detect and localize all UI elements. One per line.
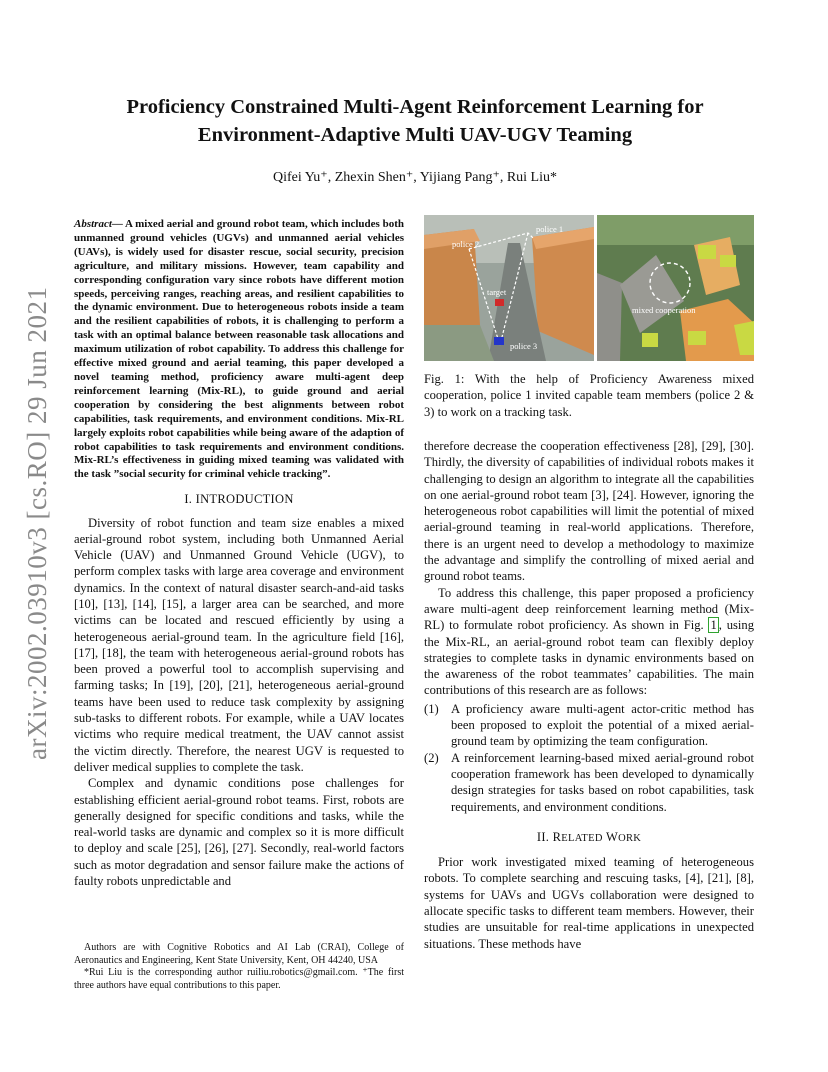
label-target: target xyxy=(487,287,507,297)
heading-part: ELATED xyxy=(561,832,603,844)
label-police-3: police 3 xyxy=(510,341,538,351)
list-item-text: A proficiency aware multi-agent actor-critic method has been proposed to exploit the potential of a mixed aerial-ground team by optimizing the team configuration. xyxy=(451,701,754,749)
footnote xyxy=(74,942,404,992)
title-line-1: Proficiency Constrained Multi-Agent Reinforcement Learning for xyxy=(126,96,704,118)
p2-text-after: , using the Mix-RL, an aerial-ground robot team can flexibly deploy strategies to complete tasks in dynamic environments based on the awareness of the robot teammates’ capabilities. The main contributions of this research are as follows: xyxy=(424,618,754,698)
heading-part: W xyxy=(602,829,619,844)
figure-caption: Fig. 1: With the help of Proficiency Awareness mixed cooperation, police 1 invited capable team members (police 2 & 3) to work on a tracking task. xyxy=(424,372,754,419)
paper-title xyxy=(80,93,750,149)
p2-text-before: To address this challenge, this paper proposed a proficiency aware multi-agent deep reinforcement learning method (Mix-RL) to formulate robot proficiency. As shown in Fig. xyxy=(424,585,754,633)
right-paragraph-2 xyxy=(424,585,754,699)
target-vehicle-icon xyxy=(495,299,504,306)
contribution-list xyxy=(424,701,754,815)
right-column xyxy=(424,438,754,952)
list-item-number: (2) xyxy=(424,750,439,765)
heading-part: ORK xyxy=(618,832,642,844)
abstract xyxy=(74,218,404,482)
list-item xyxy=(424,750,754,815)
abstract-lead: Abstract— xyxy=(74,218,123,230)
section-heading-introduction: I. INTRODUCTION xyxy=(184,492,294,507)
intro-paragraph-2: Complex and dynamic conditions pose challenges for establishing efficient aerial-ground robot teams. First, robots are generally designed for specific conditions and tasks, while the real-world tasks are dynamic and complex so it is more difficult to deploy and scale [25], [26], [27]. Secondly, real-world factors such as motor degradation and sensor failure make the actions of faulty robots unpredictable and xyxy=(74,776,404,889)
arxiv-identifier: arXiv:2002.03910v3 [cs.RO] 29 Jun 2021 xyxy=(22,286,52,760)
police-vehicle-icon xyxy=(494,337,504,345)
list-item xyxy=(424,701,754,750)
related-work-paragraph-1: Prior work investigated mixed teaming of heterogeneous robots. To complete searching and rescuing tasks, [4], [21], [8], systems for UAVs and UGVs collaboration were designed to allocate specific tasks to different team members. However, their studies are unsuitable for real-time applications in unexpected situations. These methods have xyxy=(424,855,754,951)
footnote-corresponding: *Rui Liu is the corresponding author ruiliu.robotics@gmail.com. ⁺The first three authors have equal contributions to this paper. xyxy=(74,967,404,991)
label-police-1: police 1 xyxy=(536,224,564,234)
heading-part: II. R xyxy=(536,829,562,844)
section-heading-related-work xyxy=(424,829,754,847)
figure-1 xyxy=(424,215,754,361)
title-line-2: Environment-Adaptive Multi UAV-UGV Teaming xyxy=(197,124,633,146)
list-item-text: A reinforcement learning-based mixed aerial-ground robot cooperation framework has been developed to dynamically design strategies for tasks based on robot capabilities, task requirements, and environment conditions. xyxy=(451,750,754,814)
intro-paragraph-1: Diversity of robot function and team size enables a mixed aerial-ground robot system, including both Unmanned Aerial Vehicle (UAV) and Unmanned Ground Vehicle (UGV), to perform complex tasks with large area coverage and environment dynamics. In the context of natural disaster search-and-aid tasks [10], [13], [14], [15], a larger area can be searched, and more victims can be located and rescued efficiently by using a heterogeneous aerial-ground team. In the agriculture field [16], [17], [18], the team with heterogeneous aerial-ground robots has been proved a powerful tool to accomplish supervising and farming tasks; In [19], [20], [21], heterogeneous aerial-ground teams have been used to reduce task complexity by assigning sub-tasks to different robots. For example, while a UAV locates victims who require medical treatment, the UAV cannot assist the victim directly. Therefore, the nearest UGV is requested to deliver medical supplies to complete the task. xyxy=(74,515,404,774)
right-paragraph-1: therefore decrease the cooperation effectiveness [28], [29], [30]. Thirdly, the diversity of capabilities of individual robots makes it challenging to design an algorithm to integrate all the capabilities on one aerial-ground robot team [3], [24]. However, ignoring the heterogeneous robot capabilities will limit the potential of mixed aerial-ground teaming in real-world applications. Therefore, there is an urgent need to develop a methodology to maximize the advantage and simplify the controlling of mixed aerial and ground robot teams. xyxy=(424,439,754,584)
label-police-2: police 2 xyxy=(452,239,480,249)
list-item-number: (1) xyxy=(424,701,439,716)
author-list: Qifei Yu⁺, Zhexin Shen⁺, Yijiang Pang⁺, Rui Liu* xyxy=(273,170,557,185)
label-mixed-cooperation: mixed cooperation xyxy=(632,305,696,315)
left-column xyxy=(74,218,404,889)
figure-panel-right xyxy=(597,215,754,361)
footnote-affiliation: Authors are with Cognitive Robotics and AI Lab (CRAI), College of Aeronautics and Engineering, Kent State University, Kent, OH 44240, USA xyxy=(74,942,404,966)
figure-reference-link[interactable]: 1 xyxy=(710,618,717,633)
figure-panel-left xyxy=(424,215,594,361)
abstract-text: A mixed aerial and ground robot team, which includes both unmanned ground vehicles (UGVs) and unmanned aerial vehicles (UAVs), is widely used for disaster rescue, social security, precision agriculture, and military missions. However, team capability and corresponding configuration vary since robots have different motion speeds, perceiving ranges, reaching areas, and resilient capabilities to the dynamic environment. Due to heterogeneous robots inside a team and the resilient capabilities of robots, it is challenging to perform a task with an optimal balance between reasonable task allocations and maximum utilization of robot capability. To address this challenge for effective mixed ground and aerial teaming, this paper developed a novel teaming method, proficiency aware multi-agent deep reinforcement learning (Mix-RL), to guide ground and aerial cooperation by considering the best alignments between robot capabilities, task requirements, and environment conditions. Mix-RL largely exploits robot capabilities while being aware of the adaption of robot capabilities to task requirements and environment conditions. Mix-RL’s effectiveness in guiding mixed teaming was validated with the task ”social security for criminal vehicle tracking”. xyxy=(74,218,404,481)
